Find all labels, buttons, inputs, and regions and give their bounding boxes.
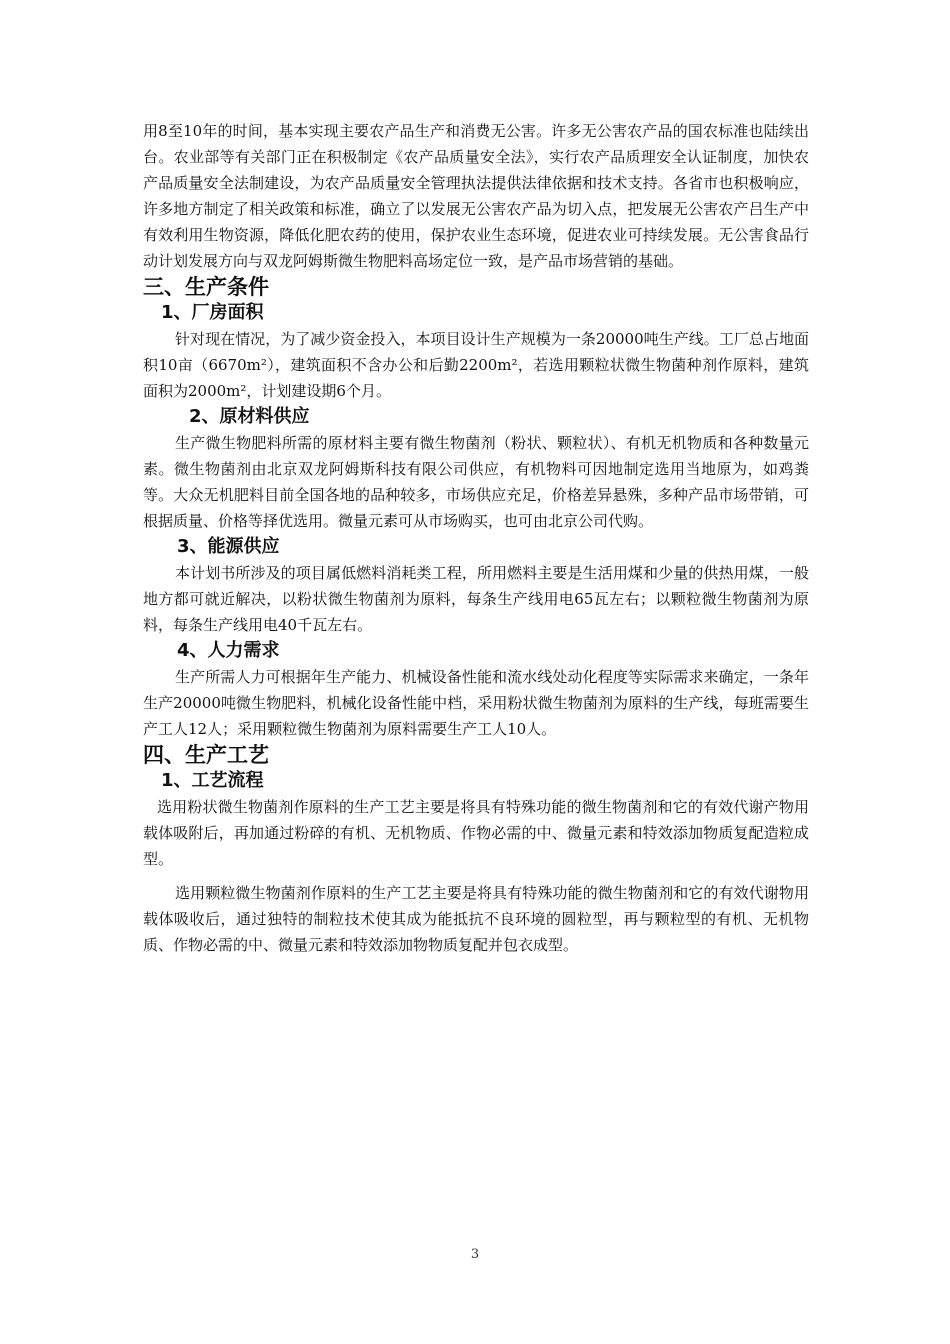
energy-paragraph: 本计划书所涉及的项目属低燃料消耗类工程，所用燃料主要是生活用煤和少量的供热用煤，一般地方都可就近解决，以粉状微生物菌剂为原料，每条生产线用电65瓦左右；以颗粒微生物菌剂为原料，每条生产线用电40千瓦左右。 [143, 564, 809, 634]
manpower-paragraph: 生产所需人力可根据年生产能力、机械设备性能和流水线处动化程度等实际需求来确定，一条年生产20000吨微生物肥料，机械化设备性能中档，采用粉状微生物菌剂为原料的生产线，每班需要生产工人12人；采用颗粒微生物菌剂为原料需要生产工人10人。 [143, 668, 809, 738]
subsection-factory-area-heading: 1、厂房面积 [161, 302, 264, 323]
subsection-raw-material-heading: 2、原材料供应 [189, 406, 310, 427]
factory-area-paragraph: 针对现在情况，为了减少资金投入，本项目设计生产规模为一条20000吨生产线。工厂总占地面积10亩（6670m²），建筑面积不含办公和后勤2200m²，若选用颗粒状微生物菌种剂作原料，建筑面积为2000m²，计划建设期6个月。 [143, 330, 809, 400]
process-flow-paragraph-2: 选用颗粒微生物菌剂作原料的生产工艺主要是将具有特殊功能的微生物菌剂和它的有效代谢物用载体吸收后，通过独特的制粒技术使其成为能抵抗不良环境的圆粒型，再与颗粒型的有机、无机物质、作物必需的中、微量元素和特效添加物物质复配并包衣成型。 [143, 884, 809, 954]
process-flow-paragraph-1: 选用粉状微生物菌剂作原料的生产工艺主要是将具有特殊功能的微生物菌剂和它的有效代谢产物用载体吸附后，再加通过粉碎的有机、无机物质、作物必需的中、微量元素和特效添加物质复配造粒成型。 [143, 798, 809, 868]
subsection-process-flow-heading: 1、工艺流程 [161, 770, 264, 791]
subsection-energy-heading: 3、能源供应 [177, 536, 280, 557]
raw-material-paragraph: 生产微生物肥料所需的原材料主要有微生物菌剂（粉状、颗粒状）、有机无机物质和各种数量元素。微生物菌剂由北京双龙阿姆斯科技有限公司供应，有机物料可因地制定选用当地原为，如鸡粪等。大众无机肥料目前全国各地的品种较多，市场供应充足，价格差异悬殊，多种产品市场带销，可根据质量、价格等择优选用。微量元素可从市场购买，也可由北京公司代购。 [143, 434, 809, 530]
section-4-heading: 四、生产工艺 [143, 743, 269, 767]
page-number: 3 [470, 1247, 480, 1262]
section-3-heading: 三、生产条件 [143, 275, 269, 299]
document-page [143, 118, 809, 958]
subsection-manpower-heading: 4、人力需求 [177, 640, 280, 661]
intro-paragraph: 用8至10年的时间，基本实现主要农产品生产和消费无公害。许多无公害农产品的国农标准也陆续出台。农业部等有关部门正在积极制定《农产品质量安全法》，实行农产品质理安全认证制度，加快农产品质量安全法制建设，为农产品质量安全管理执法提供法律依据和技术支持。各省市也积极响应，许多地方制定了相关政策和标准，确立了以发展无公害农产品为切入点，把发展无公害农产吕生产中有效利用生物资源，降低化肥农药的使用，保护农业生态环境，促进农业可持续发展。无公害食品行动计划发展方向与双龙阿姆斯微生物肥料高场定位一致，是产品市场营销的基础。 [143, 122, 809, 270]
